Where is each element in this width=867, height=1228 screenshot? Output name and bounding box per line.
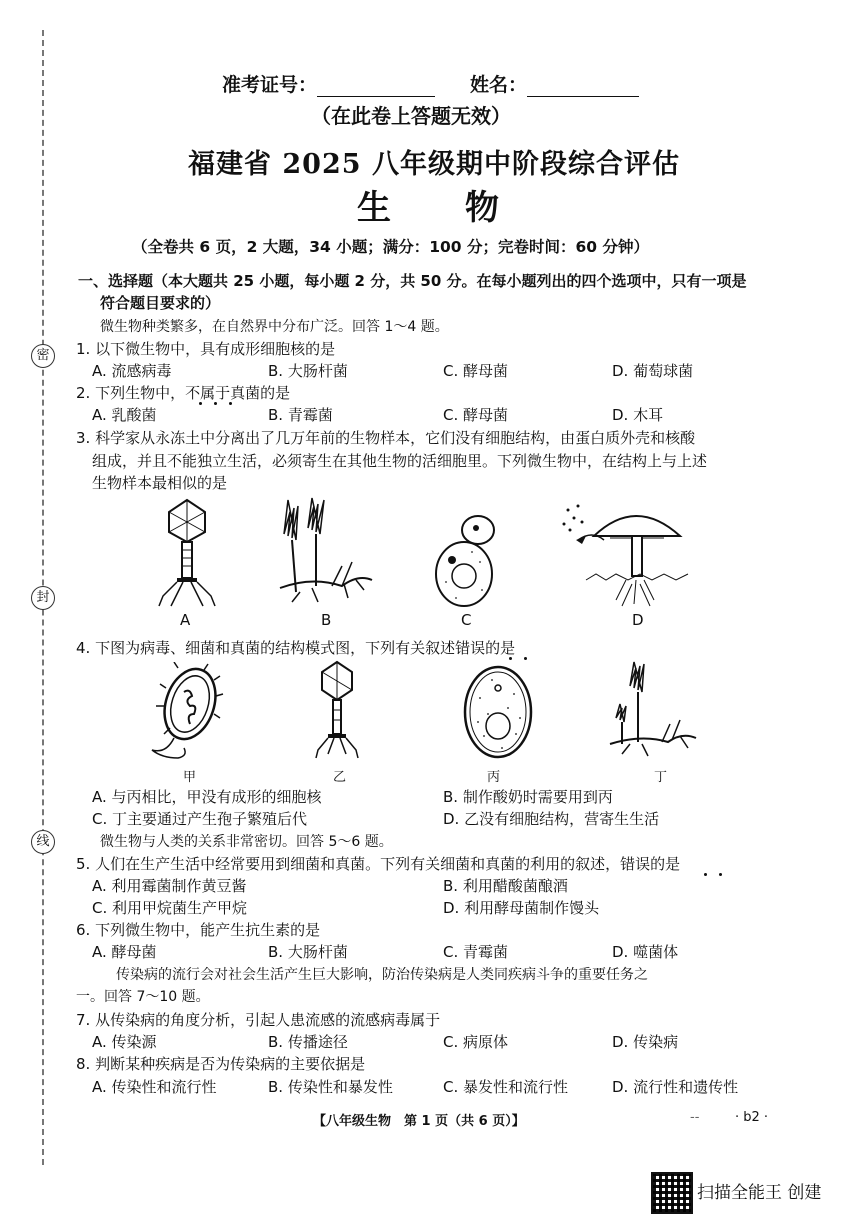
q4-option-a: A. 与丙相比，甲没有成形的细胞核 xyxy=(92,788,322,806)
q8-option-d: D. 流行性和遗传性 xyxy=(612,1078,739,1096)
group-intro-3-line1: 传染病的流行会对社会生活产生巨大影响，防治传染病是人类同疾病斗争的重要任务之 xyxy=(116,967,648,983)
exam-id-blank xyxy=(317,78,435,97)
q5-stem: 5. 人们在生产生活中经常要用到细菌和真菌。下列有关细菌和真菌的利用的叙述，错误的是 xyxy=(76,855,681,873)
q1-option-b: B. 大肠杆菌 xyxy=(268,362,348,380)
name-blank xyxy=(527,78,639,97)
mold-figure-ding xyxy=(608,658,698,758)
group-intro-1: 微生物种类繁多，在自然界中分布广泛。回答 1～4 题。 xyxy=(100,319,449,335)
emphasis-dot xyxy=(509,657,512,660)
q3-figure-label-b: B xyxy=(321,611,332,629)
q4-figure-label-yi: 乙 xyxy=(333,770,347,785)
q2-stem: 2. 下列生物中，不属于真菌的是 xyxy=(76,384,291,402)
q6-option-a: A. 酵母菌 xyxy=(92,943,157,961)
margin-mark-mi: 密 xyxy=(31,344,55,368)
q6-option-b: B. 大肠杆菌 xyxy=(268,943,348,961)
q4-figure-label-bing: 丙 xyxy=(487,770,501,785)
q7-option-a: A. 传染源 xyxy=(92,1033,157,1051)
q3-figure-label-d: D xyxy=(632,611,644,629)
q3-stem-line1: 3. 科学家从永冻土中分离出了几万年前的生物样本，它们没有细胞结构，由蛋白质外壳和核酸 xyxy=(76,429,696,447)
q1-option-a: A. 流感病毒 xyxy=(92,362,172,380)
q8-option-b: B. 传染性和暴发性 xyxy=(268,1078,393,1096)
q8-option-a: A. 传染性和流行性 xyxy=(92,1078,217,1096)
q1-stem: 1. 以下微生物中，具有成形细胞核的是 xyxy=(76,340,336,358)
yeast-figure xyxy=(432,512,502,608)
group-intro-2: 微生物与人类的关系非常密切。回答 5～6 题。 xyxy=(100,834,393,850)
emphasis-dot xyxy=(199,402,202,405)
q1-option-c: C. 酵母菌 xyxy=(443,362,509,380)
exam-id-row xyxy=(222,70,435,97)
q5-option-c: C. 利用甲烷菌生产甲烷 xyxy=(92,899,248,917)
q5-option-a: A. 利用霉菌制作黄豆酱 xyxy=(92,877,247,895)
invalid-note: （在此卷上答题无效） xyxy=(311,104,511,128)
q4-figure-label-ding: 丁 xyxy=(654,770,668,785)
q1-option-d: D. 葡萄球菌 xyxy=(612,362,694,380)
name-row xyxy=(470,70,639,97)
q4-stem: 4. 下图为病毒、细菌和真菌的结构模式图，下列有关叙述错误的是 xyxy=(76,639,516,657)
emphasis-dot xyxy=(229,402,232,405)
qr-code-icon xyxy=(651,1172,693,1214)
emphasis-dot xyxy=(214,402,217,405)
bacterium-figure xyxy=(148,662,228,762)
q2-option-c: C. 酵母菌 xyxy=(443,406,509,424)
q3-figure-label-c: C xyxy=(461,611,472,629)
q4-option-c: C. 丁主要通过产生孢子繁殖后代 xyxy=(92,810,308,828)
group-intro-3-line2: 一。回答 7～10 题。 xyxy=(76,989,210,1005)
q3-stem-line3: 生物样本最相似的是 xyxy=(92,474,228,492)
q8-stem: 8. 判断某种疾病是否为传染病的主要依据是 xyxy=(76,1055,366,1073)
q4-option-b: B. 制作酸奶时需要用到丙 xyxy=(443,788,613,806)
mushroom-figure xyxy=(556,496,716,608)
exam-info: （全卷共 6 页，2 大题，34 小题；满分：100 分；完卷时间：60 分钟） xyxy=(132,238,649,256)
scanner-watermark: 扫描全能王 创建 xyxy=(697,1183,822,1203)
footer-dash: -- xyxy=(690,1110,700,1125)
q5-option-b: B. 利用醋酸菌酿酒 xyxy=(443,877,568,895)
q4-figure-label-jia: 甲 xyxy=(183,770,197,785)
q2-option-d: D. 木耳 xyxy=(612,406,664,424)
q7-stem: 7. 从传染病的角度分析，引起人患流感的流感病毒属于 xyxy=(76,1011,441,1029)
q7-option-d: D. 传染病 xyxy=(612,1033,679,1051)
name-label: 姓名： xyxy=(470,74,528,96)
yeast-cell-figure xyxy=(462,664,534,760)
margin-mark-xian: 线 xyxy=(31,830,55,854)
margin-mark-feng: 封 xyxy=(31,586,55,610)
page-title: 福建省 2025 八年级期中阶段综合评估 xyxy=(188,149,680,180)
q4-option-d: D. 乙没有细胞结构，营寄生生活 xyxy=(443,810,660,828)
q7-option-c: C. 病原体 xyxy=(443,1033,509,1051)
emphasis-dot xyxy=(704,873,707,876)
q6-stem: 6. 下列微生物中，能产生抗生素的是 xyxy=(76,921,321,939)
q2-option-b: B. 青霉菌 xyxy=(268,406,333,424)
q6-option-c: C. 青霉菌 xyxy=(443,943,509,961)
q2-option-a: A. 乳酸菌 xyxy=(92,406,157,424)
q3-figure-label-a: A xyxy=(180,611,191,629)
subject-title: 生 物 xyxy=(357,188,501,228)
q7-option-b: B. 传播途径 xyxy=(268,1033,348,1051)
section-heading-line2: 符合题目要求的） xyxy=(100,294,221,312)
footer-code: · b2 · xyxy=(735,1110,769,1125)
virus-figure xyxy=(312,660,362,760)
exam-id-label: 准考证号： xyxy=(222,74,318,96)
bacteriophage-figure xyxy=(155,496,220,608)
emphasis-dot xyxy=(524,657,527,660)
q8-option-c: C. 暴发性和流行性 xyxy=(443,1078,569,1096)
q5-option-d: D. 利用酵母菌制作馒头 xyxy=(443,899,600,917)
section-heading-line1: 一、选择题（本大题共 25 小题，每小题 2 分，共 50 分。在每小题列出的四个选项中，只有一项是 xyxy=(78,272,747,290)
emphasis-dot xyxy=(719,873,722,876)
q3-stem-line2: 组成，并且不能独立生活，必须寄生在其他生物的活细胞里。下列微生物中，在结构上与上述 xyxy=(92,452,708,470)
q6-option-d: D. 噬菌体 xyxy=(612,943,679,961)
page-footer: 【八年级生物 第 1 页（共 6 页）】 xyxy=(313,1114,525,1129)
mold-figure xyxy=(272,494,377,606)
